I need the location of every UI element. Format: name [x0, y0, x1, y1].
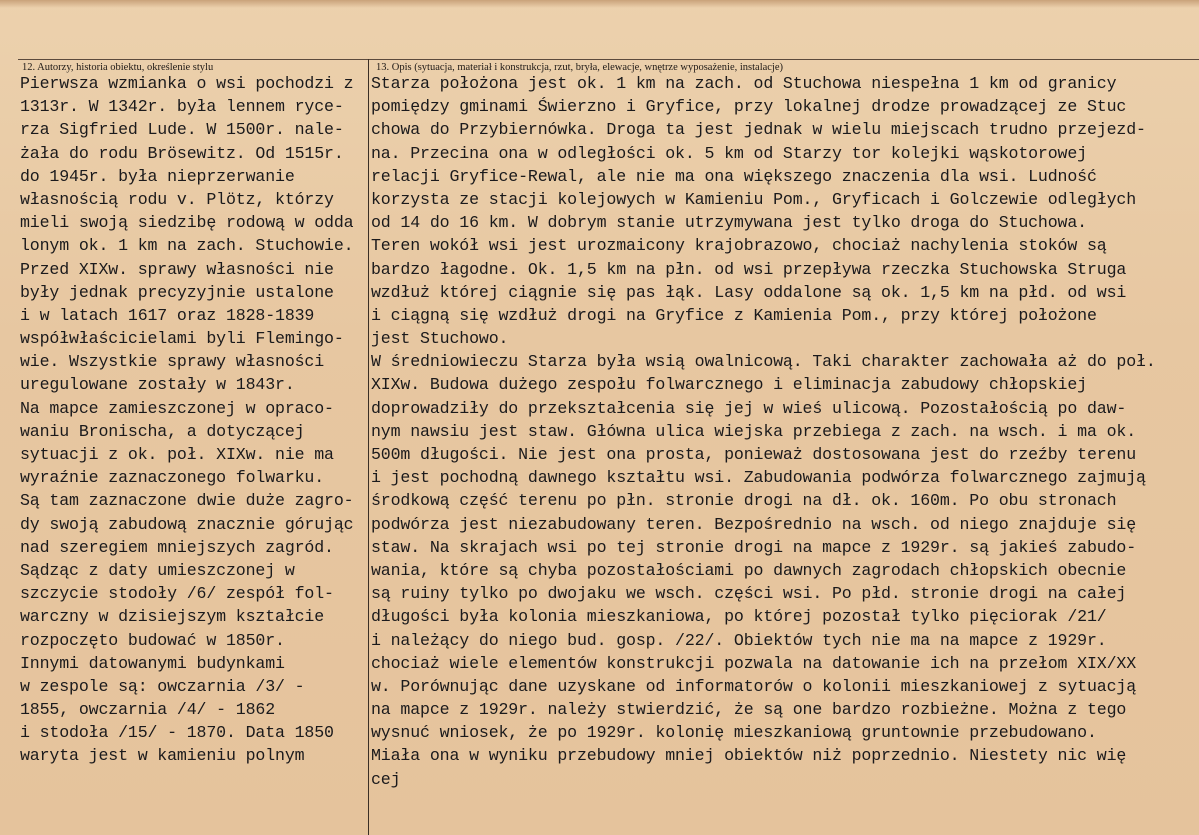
text-line: wyraźnie zaznaczonego folwarku. — [20, 468, 325, 488]
text-line: XIXw. Budowa dużego zespołu folwarcznego i eliminacja zabudowy chłopskiej — [371, 375, 1087, 395]
text-line: rza Sigfried Lude. W 1500r. nale- — [20, 120, 344, 140]
text-line: pomiędzy gminami Świerzno i Gryfice, przy lokalnej drodze prowadzącej ze Stuc — [371, 97, 1127, 117]
text-line: sytuacji z ok. poł. XIXw. nie ma — [20, 445, 334, 464]
text-line: wania, które są chyba pozostałościami po dawnych zagrodach chłopskich obecnie — [371, 560, 1127, 580]
text-line: 1855, owczarnia /4/ - 1862 — [20, 700, 276, 720]
text-line: chowa do Przybiernówka. Droga ta jest jednak w wielu miejscach trudno przejezd- — [371, 120, 1146, 140]
text-line: wzdłuż której ciągnie się pas łąk. Lasy oddalone są ok. 1,5 km na płd. od wsi — [371, 282, 1127, 302]
text-line: rozpoczęto budować w 1850r. — [20, 630, 285, 650]
text-line: cej — [371, 769, 401, 789]
text-line: dy swoją zabudową znacznie górując — [20, 514, 354, 534]
text-line: Przed XIXw. sprawy własności nie — [20, 259, 334, 279]
section-13-header: 13. Opis (sytuacja, materiał i konstrukcja, rzut, bryła, elewacje, wnętrze wyposażenie, instalacje) — [376, 62, 784, 73]
text-line: na. Przecina ona w odległości ok. 5 km od Starzy tor kolejki wąskotorowej — [371, 143, 1087, 163]
text-line: na mapce z 1929r. należy stwierdzić, że są one bardzo rozbieżne. Można z tego — [371, 700, 1127, 720]
column-divider — [368, 59, 369, 835]
text-line: 1313r. W 1342r. była lennem ryce- — [20, 97, 344, 117]
text-line: Starza położona jest ok. 1 km na zach. od Stuchowa niespełna 1 km od granicy — [371, 74, 1117, 93]
text-line: od 14 do 16 km. W dobrym stanie utrzymywana jest tylko droga do Stuchowa. — [371, 213, 1087, 233]
text-line: Na mapce zamieszczonej w opraco- — [20, 398, 334, 418]
text-line: relacji Gryfice-Rewal, ale nie ma ona większego znaczenia dla wsi. Ludność — [371, 166, 1097, 186]
text-line: i w latach 1617 oraz 1828-1839 — [20, 305, 315, 325]
text-line: Teren wokół wsi jest urozmaicony krajobrazowo, chociaż nachylenia stoków są — [371, 236, 1107, 256]
text-line: długości była kolonia mieszkaniowa, po której pozostał tylko pięciorak /21/ — [371, 607, 1107, 627]
text-line: były jednak precyzyjnie ustalone — [20, 282, 334, 302]
header-rule — [18, 59, 1199, 60]
text-line: Miała ona w wyniku przebudowy mniej obiektów niż poprzednio. Niestety nic wię — [371, 746, 1127, 766]
text-line: współwłaścicielami byli Flemingo- — [20, 329, 344, 349]
text-line: W średniowieczu Starza była wsią owalnicową. Taki charakter zachowała aż do poł. — [371, 352, 1156, 372]
text-line: wysnuć wniosek, że po 1929r. kolonię mieszkaniową gruntownie przebudowano. — [371, 723, 1097, 743]
text-line: bardzo łagodne. Ok. 1,5 km na płn. od wsi przepływa rzeczka Stuchowska Struga — [371, 259, 1127, 279]
text-line: własnością rodu v. Plötz, którzy — [20, 189, 334, 209]
text-line: Sądząc z daty umieszczonej w — [20, 560, 295, 580]
history-column — [20, 72, 365, 768]
text-line: nym nawsiu jest staw. Główna ulica wiejska przebiega z zach. na wsch. i ma ok. — [371, 421, 1137, 441]
text-line: w zespole są: owczarnia /3/ - — [20, 676, 305, 696]
text-line: 500m długości. Nie jest ona prosta, ponieważ dostosowana jest do rzeźby terenu — [371, 445, 1137, 464]
text-line: korzysta ze stacji kolejowych w Kamieniu Pom., Gryficach i Golczewie odległych — [371, 189, 1137, 209]
text-line: staw. Na skrajach wsi po tej stronie drogi na mapce z 1929r. są jakieś zabudo- — [371, 537, 1137, 557]
text-line: doprowadziły do przekształcenia się jej w wieś ulicową. Pozostałością po daw- — [371, 398, 1127, 418]
text-line: i jest pochodną dawnego kształtu wsi. Zabudowania podwórza folwarcznego zajmują — [371, 468, 1146, 488]
text-line: środkową część terenu po płn. stronie drogi na dł. ok. 160m. Po obu stronach — [371, 491, 1117, 511]
description-column — [371, 72, 1197, 791]
text-line: i należący do niego bud. gosp. /22/. Obiektów tych nie ma na mapce z 1929r. — [371, 630, 1107, 650]
text-line: jest Stuchowo. — [371, 329, 509, 349]
text-line: są ruiny tylko po dwojaku we wsch. części wsi. Po płd. stronie drogi na całej — [371, 584, 1127, 604]
text-line: żała do rodu Brösewitz. Od 1515r. — [20, 143, 344, 163]
text-line: Są tam zaznaczone dwie duże zagro- — [20, 491, 354, 511]
text-line: nad szeregiem mniejszych zagród. — [20, 537, 334, 557]
text-line: waryta jest w kamieniu polnym — [20, 746, 305, 766]
section-12-header: 12. Autorzy, historia obiektu, określenie stylu — [22, 62, 214, 73]
text-line: warczny w dzisiejszym kształcie — [20, 607, 325, 627]
text-line: podwórza jest niezabudowany teren. Bezpośrednio na wsch. od niego znajduje się — [371, 514, 1137, 534]
text-line: w. Porównując dane uzyskane od informatorów o kolonii mieszkaniowej z sytuacją — [371, 676, 1137, 696]
text-line: Innymi datowanymi budynkami — [20, 653, 285, 673]
text-line: Pierwsza wzmianka o wsi pochodzi z — [20, 74, 354, 93]
text-line: szczycie stodoły /6/ zespół fol- — [20, 584, 334, 604]
text-line: do 1945r. była nieprzerwanie — [20, 166, 295, 186]
text-line: wie. Wszystkie sprawy własności — [20, 352, 325, 372]
text-line: uregulowane zostały w 1843r. — [20, 375, 295, 395]
text-line: mieli swoją siedzibę rodową w odda — [20, 213, 354, 233]
text-line: lonym ok. 1 km na zach. Stuchowie. — [20, 236, 354, 256]
paper-top-edge — [0, 0, 1199, 8]
text-line: chociaż wiele elementów konstrukcji pozwala na datowanie ich na przełom XIX/XX — [371, 653, 1137, 673]
text-line: i ciągną się wzdłuż drogi na Gryfice z Kamienia Pom., przy której położone — [371, 305, 1097, 325]
text-line: waniu Bronischa, a dotyczącej — [20, 421, 305, 441]
text-line: i stodoła /15/ - 1870. Data 1850 — [20, 723, 334, 743]
